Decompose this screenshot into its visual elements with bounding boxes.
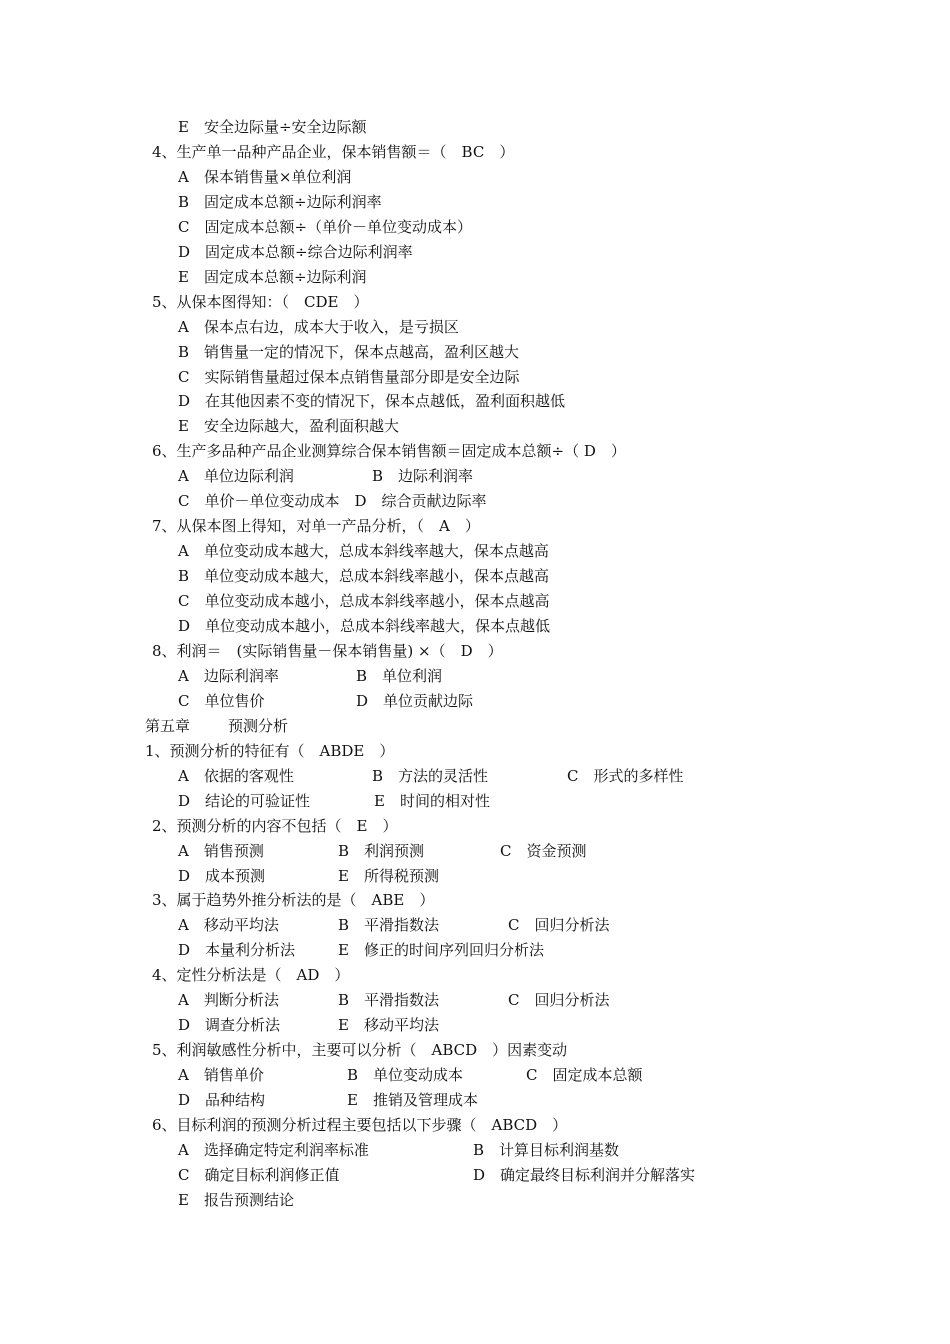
text-line — [0, 764, 950, 789]
line-text: C 实际销售量超过保本点销售量部分即是安全边际 — [178, 367, 520, 386]
line-text: 2、预测分析的内容不包括（ E ） — [152, 816, 398, 835]
line-text: C 确定目标利润修正值 — [178, 1165, 340, 1184]
text-line — [0, 340, 950, 365]
option-text: D 单位贡献边际 — [356, 691, 474, 710]
text-line — [0, 789, 950, 814]
text-line — [0, 115, 950, 140]
text-line — [0, 539, 950, 564]
option-text: B 单位变动成本 — [347, 1066, 464, 1085]
option-text: E 修正的时间序列回归分析法 — [338, 941, 544, 960]
text-line — [0, 464, 950, 489]
option-text: D 确定最终目标利润并分解落实 — [473, 1165, 696, 1184]
line-text: A 选择确定特定利润率标准 — [178, 1140, 369, 1159]
line-text: D 品种结构 — [178, 1091, 266, 1110]
option-text: C 形式的多样性 — [567, 766, 684, 785]
line-text: 4、定性分析法是（ AD ） — [152, 966, 350, 985]
line-text: 第五章 — [145, 716, 191, 735]
option-text: E 移动平均法 — [338, 1016, 439, 1035]
line-text: A 判断分析法 — [178, 991, 279, 1010]
text-line — [0, 614, 950, 639]
line-text: D 在其他因素不变的情况下，保本点越低，盈利面积越低 — [178, 392, 566, 411]
option-text: C 资金预测 — [500, 841, 587, 860]
line-text: E 安全边际越大，盈利面积越大 — [178, 417, 399, 436]
line-text: C 单位售价 — [178, 691, 265, 710]
text-line — [0, 265, 950, 290]
text-line — [0, 414, 950, 439]
text-line — [0, 315, 950, 340]
text-line — [0, 888, 950, 913]
line-text: A 单位边际利润 — [178, 467, 294, 486]
text-line — [0, 140, 950, 165]
line-text: C 单价－单位变动成本 D 综合贡献边际率 — [178, 492, 487, 511]
text-line — [0, 215, 950, 240]
text-line — [0, 864, 950, 889]
text-line — [0, 1163, 950, 1188]
text-line — [0, 1088, 950, 1113]
line-text: 1、预测分析的特征有（ ABDE ） — [145, 741, 395, 760]
option-text: C 回归分析法 — [508, 916, 610, 935]
text-line — [0, 1013, 950, 1038]
option-text: B 利润预测 — [338, 841, 425, 860]
line-text: E 报告预测结论 — [178, 1190, 294, 1209]
text-line — [0, 938, 950, 963]
line-text: A 单位变动成本越大，总成本斜线率越大，保本点越高 — [178, 542, 549, 561]
line-text: 6、生产多品种产品企业测算综合保本销售额＝固定成本总额÷（ D ） — [152, 442, 626, 461]
option-text: E 时间的相对性 — [374, 791, 490, 810]
line-text: A 销售单价 — [178, 1066, 264, 1085]
line-text: A 移动平均法 — [178, 916, 279, 935]
line-text: 6、目标利润的预测分析过程主要包括以下步骤（ ABCD ） — [152, 1116, 568, 1134]
option-text: 预测分析 — [228, 716, 289, 735]
option-text: B 计算目标利润基数 — [473, 1140, 620, 1159]
line-text: D 固定成本总额÷综合边际利润率 — [178, 242, 413, 261]
text-line — [0, 564, 950, 589]
line-text: A 保本点右边，成本大于收入，是亏损区 — [178, 317, 459, 336]
text-line — [0, 514, 950, 539]
text-line — [0, 290, 950, 315]
line-text: B 固定成本总额÷边际利润率 — [178, 192, 382, 211]
line-text: E 固定成本总额÷边际利润 — [178, 267, 367, 286]
option-text: E 推销及管理成本 — [347, 1091, 478, 1110]
line-text: A 销售预测 — [178, 841, 264, 860]
text-line — [0, 439, 950, 464]
line-text: 8、利润＝ (实际销售量－保本销售量) ×（ D ） — [152, 641, 503, 660]
text-line — [0, 1188, 950, 1213]
text-line — [0, 190, 950, 215]
text-line — [0, 389, 950, 414]
line-text: D 结论的可验证性 — [178, 791, 311, 810]
option-text: C 固定成本总额 — [526, 1066, 643, 1085]
text-line — [0, 664, 950, 689]
text-line — [0, 1063, 950, 1088]
line-text: 7、从保本图上得知，对单一产品分析，（ A ） — [152, 517, 480, 536]
line-text: C 固定成本总额÷（单价－单位变动成本） — [178, 217, 473, 236]
text-line — [0, 365, 950, 390]
text-line — [0, 714, 950, 739]
line-text: B 销售量一定的情况下，保本点越高，盈利区越大 — [178, 342, 520, 361]
line-text: E 安全边际量÷安全边际额 — [178, 118, 367, 136]
line-text: 3、属于趋势外推分析法的是（ ABE ） — [152, 891, 435, 910]
option-text: B 单位利润 — [356, 666, 443, 685]
line-text: A 边际利润率 — [178, 666, 279, 685]
text-line — [0, 1038, 950, 1063]
text-line — [0, 165, 950, 190]
text-line — [0, 963, 950, 988]
text-line — [0, 689, 950, 714]
line-text: D 成本预测 — [178, 866, 266, 885]
option-text: B 平滑指数法 — [338, 991, 440, 1010]
option-text: C 回归分析法 — [508, 991, 610, 1010]
line-text: B 单位变动成本越大，总成本斜线率越小，保本点越高 — [178, 567, 550, 586]
option-text: B 边际利润率 — [372, 467, 474, 486]
text-line — [0, 240, 950, 265]
line-text: 5、利润敏感性分析中，主要可以分析（ ABCD ）因素变动 — [152, 1041, 568, 1060]
option-text: E 所得税预测 — [338, 866, 439, 885]
text-line — [0, 639, 950, 664]
line-text: D 调查分析法 — [178, 1016, 281, 1035]
text-line — [0, 913, 950, 938]
text-line — [0, 589, 950, 614]
text-line — [0, 814, 950, 839]
text-line — [0, 839, 950, 864]
line-text: A 保本销售量×单位利润 — [178, 167, 352, 186]
text-line — [0, 489, 950, 514]
line-text: 5、从保本图得知：（ CDE ） — [152, 292, 369, 311]
option-text: B 方法的灵活性 — [372, 766, 489, 785]
option-text: B 平滑指数法 — [338, 916, 440, 935]
line-text: C 单位变动成本越小，总成本斜线率越小，保本点越高 — [178, 592, 550, 611]
text-line — [0, 1138, 950, 1163]
line-text: D 本量利分析法 — [178, 941, 296, 960]
line-text: 4、生产单一品种产品企业，保本销售额＝（ BC ） — [152, 142, 515, 161]
line-text: D 单位变动成本越小，总成本斜线率越大，保本点越低 — [178, 617, 551, 635]
text-line — [0, 988, 950, 1013]
text-line — [0, 739, 950, 764]
text-line — [0, 1113, 950, 1138]
line-text: A 依据的客观性 — [178, 766, 294, 785]
